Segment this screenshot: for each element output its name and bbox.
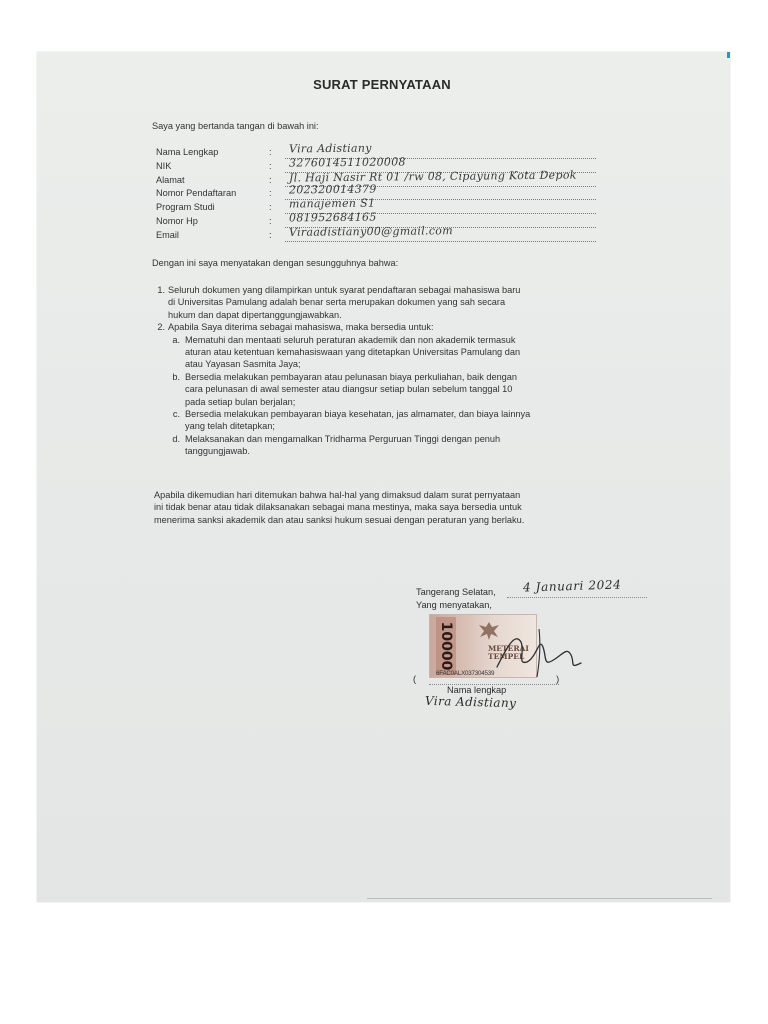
page-edge-mark (727, 52, 730, 58)
handwritten-name: Vira Adistiany (424, 693, 517, 711)
name-label: Nama lengkap (447, 685, 507, 695)
list-item-number: b. (172, 371, 180, 382)
field-row (156, 182, 596, 201)
field-label: Email (156, 229, 179, 240)
field-row (156, 223, 596, 243)
field-colon: : (269, 160, 272, 171)
list-item-line: Melaksanakan dan mengamalkan Tridharma Perguruan Tinggi dengan penuh (185, 433, 501, 444)
stamp-label-line2: TEMPEL (488, 652, 525, 661)
closing-paragraph (154, 489, 606, 526)
field-colon: : (269, 202, 272, 213)
list-item-line: Apabila Saya diterima sebagai mahasiswa, maka bersedia untuk: (168, 322, 434, 333)
list-item-number: d. (172, 433, 180, 444)
document-page (37, 52, 730, 902)
stamp-label-line1: METERAI (488, 644, 529, 653)
field-label: Nama Lengkap (156, 147, 219, 157)
list-item-line: Bersedia melakukan pembayaran biaya kesehatan, jas almamater, dan biaya lainnya (185, 409, 531, 419)
stamp-code: 6FAC0ALX037304539 (436, 670, 495, 677)
field-handwritten-value: 202320014379 (288, 182, 377, 197)
closing-line: Apabila dikemudian hari ditemukan bahwa hal-hal yang dimaksud dalam surat pernyataan (154, 490, 521, 500)
field-handwritten-value: 081952684165 (288, 210, 377, 225)
field-handwritten-value: 3276014511020008 (288, 155, 406, 170)
list-item-line: hukum dan dapat dipertanggungjawabkan. (168, 309, 342, 320)
page-bottom-rule (367, 898, 712, 899)
document-title: SURAT PERNYATAAN (313, 77, 451, 92)
field-label: NIK (156, 160, 172, 171)
field-handwritten-value: Jl. Haji Nasir Rt 01 /rw 08, Cipayung Kota Depok (288, 168, 577, 185)
list-item-line: Seluruh dokumen yang dilampirkan untuk syarat pendaftaran sebagai mahasiswa baru (168, 285, 521, 295)
list-item-number: 1. (157, 285, 165, 295)
stated-by-label: Yang menyatakan, (416, 600, 492, 610)
list-item-number: a. (172, 334, 180, 345)
field-label: Program Studi (156, 202, 215, 213)
paren-open: ( (413, 674, 417, 684)
list-item-line: Bersedia melakukan pembayaran atau pelunasan biaya perkuliahan, baik dengan (185, 371, 518, 382)
field-colon: : (269, 216, 272, 226)
date-dotted-line (507, 597, 647, 598)
field-label: Nomor Hp (156, 216, 198, 226)
field-handwritten-value: Vira Adistiany (288, 141, 372, 156)
list-item-number: c. (172, 409, 180, 419)
field-label: Alamat (156, 174, 185, 185)
declaration-intro: Dengan ini saya menyatakan dengan sesungguhnya bahwa: (152, 258, 399, 268)
paren-close: ) (556, 674, 560, 684)
handwritten-date: 4 Januari 2024 (522, 577, 622, 595)
list-item-number: 2. (157, 322, 165, 333)
place-label: Tangerang Selatan, (416, 587, 496, 597)
list-item-line: cara pelunasan di awal semester atau diangsur setiap bulan sebelum tanggal 10 (185, 384, 513, 395)
stamp-value-graphic (436, 617, 456, 675)
field-handwritten-value: manajemen S1 (288, 196, 376, 211)
field-colon: : (269, 188, 272, 199)
field-dotted-line (285, 241, 596, 242)
list-item-line: pada setiap bulan berjalan; (185, 396, 296, 407)
list-item-line: aturan atau ketentuan kemahasiswaan yang ditetapkan Universitas Pamulang dan (185, 347, 521, 357)
field-colon: : (269, 229, 272, 240)
list-item-line: atau Yayasan Sasmita Jaya; (185, 359, 301, 370)
field-colon: : (269, 147, 272, 157)
field-colon: : (269, 174, 272, 185)
closing-line: ini tidak benar atau tidak dilaksanakan sebagai mana mestinya, maka saya bersedia untuk (154, 502, 522, 513)
list-item-line: di Universitas Pamulang adalah benar serta merupakan dokumen yang sah secara (168, 297, 506, 308)
field-handwritten-value: Viraadistiany00@gmail.com (288, 223, 453, 239)
field-label: Nomor Pendaftaran (156, 188, 237, 199)
signature-parenthesis (413, 674, 559, 684)
list-item-line: yang telah ditetapkan; (185, 421, 275, 432)
intro-text: Saya yang bertanda tangan di bawah ini: (152, 121, 319, 131)
closing-line: menerima sanksi akademik dan atau sanksi hukum sesuai dengan peraturan yang berlaku. (154, 514, 525, 525)
list-item-line: Mematuhi dan mentaati seluruh peraturan akademik dan non akademik termasuk (185, 334, 516, 345)
list-item-line: tanggungjawab. (185, 446, 250, 457)
stamp-value: 10000 (438, 621, 454, 671)
